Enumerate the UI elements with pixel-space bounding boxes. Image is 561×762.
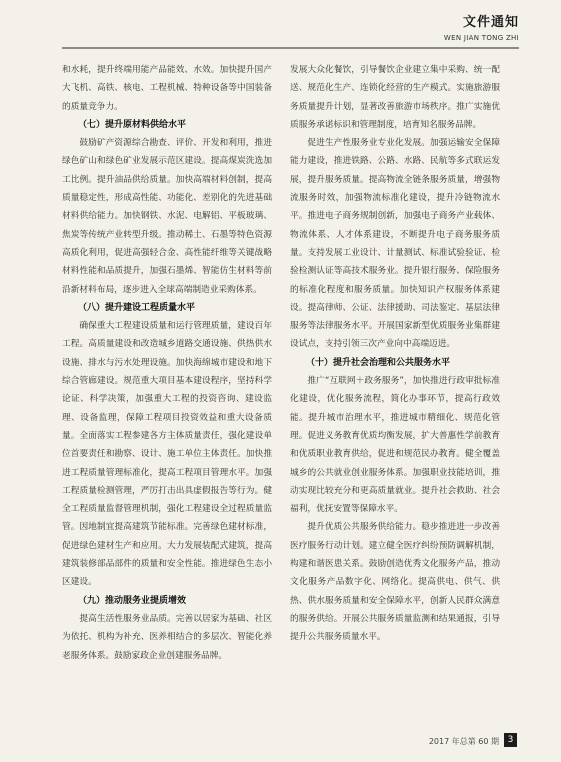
body-paragraph: 促进生产性服务业专业化发展。加强运输安全保障能力建设，推进铁路、公路、水路、民航等多式联运发展，提升服务质量。提高物流全链条服务质量，增强物流服务时效，加强物流标准化建设，提升冷链物流水平。推进电子商务规制创新，加强电子商务产业载体、物流体系、人才体系建设，不断提升电子商务服务质量。支持发展工业设计、计量测试、标准试验验证、检验检测认证等高技术服务业。提升银行服务、保险服务的标准化程度和服务质量。加快知识产权服务体系建设。提高律师、公证、法律援助、司法鉴定、基层法律服务等法律服务水平。开展国家新型优质服务业集群建设试点，支持引领三次产业向中高端迈进。: [290, 138, 500, 350]
body-paragraph: 提高生活性服务业品质。完善以居家为基础、社区为依托、机构为补充、医养相结合的多层次、智能化养老服务体系。鼓励家政企业创建服务品牌。: [62, 613, 272, 661]
section-heading: （十）提升社会治理和公共服务水平: [306, 357, 451, 368]
body-paragraph: 鼓励矿产资源综合勘查、评价、开发和利用，推进绿色矿山和绿色矿业发展示范区建设。提高煤炭洗选加工比例。提升油品供给质量。加快高端材料创制，提高质量稳定性，形成高性能、功能化、差别化的先进基础材料供给能力。加快钢铁、水泥、电解铝、平板玻璃、焦炭等传统产业转型升级。推动稀土、石墨等特色资源高质化利用，促进高强轻合金、高性能纤维等关键战略材料性能和品质提升，加强石墨烯、智能仿生材料等前沿新材料布局，逐步进入全球高端制造业采购体系。: [62, 138, 272, 295]
section-subtitle: WEN JIAN TONG ZHI: [443, 34, 519, 42]
page-number: 3: [504, 733, 517, 747]
section-heading: （九）推动服务业提质增效: [78, 595, 187, 606]
right-column: [290, 61, 500, 647]
section-heading: （八）提升建设工程质量水平: [78, 302, 196, 313]
body-paragraph: 和水耗，提升终端用能产品能效、水效。加快提升国产大飞机、高铁、核电、工程机械、特种设备等中国装备的质量竞争力。: [62, 65, 272, 112]
body-paragraph: 提升优质公共服务供给能力。稳步推进进一步改善医疗服务行动计划。建立健全医疗纠纷预防调解机制，构建和谐医患关系。鼓励创造优秀文化服务产品，推动文化服务产品数字化、网络化。提高供电、供气、供热、供水服务质量和安全保障水平，创新人民群众满意的服务供给。开展公共服务质量监测和结果通报，引导提升公共服务质量水平。: [290, 522, 500, 643]
issue-label: 2017 年总第 60 期: [428, 737, 499, 746]
section-heading: （七）提升原材料供给水平: [78, 119, 187, 130]
section-title: 文件通知: [462, 15, 519, 30]
left-column: [62, 61, 272, 665]
body-paragraph: 确保重大工程建设质量和运行管理质量，建设百年工程。高质量建设和改造城乡道路交通设施、供热供水设施、排水与污水处理设施。加快海绵城市建设和地下综合管廊建设。规范重大项目基本建设程序，坚持科学论证、科学决策，加强重大工程的投资咨询、建设监理、设备监理，保障工程项目投资效益和重大设备质量。全面落实工程参建各方主体质量责任，强化建设单位首要责任和勘察、设计、施工单位主体责任。加快推进工程质量管理标准化，提高工程项目管理水平。加强工程质量检测管理，严厉打击出具虚假报告等行为。健全工程质量监督管理机制，强化工程建设全过程质量监管。因地制宜提高建筑节能标准。完善绿色建材标准，促进绿色建材生产和应用。大力发展装配式建筑，提高建筑装修部品部件的质量和安全性能。推进绿色生态小区建设。: [62, 321, 272, 588]
body-paragraph: 推广“互联网＋政务服务”，加快推进行政审批标准化建设，优化服务流程，简化办事环节，提高行政效能。提升城市治理水平，推进城市精细化、规范化管理。促进义务教育优质均衡发展，扩大普惠性学前教育和优质职业教育供给，促进和规范民办教育。健全覆盖城乡的公共就业创业服务体系。加强职业技能培训，推动实现比较充分和更高质量就业。提升社会救助、社会福利，优抚安置等保障水平。: [290, 376, 500, 515]
body-paragraph: 发展大众化餐饮，引导餐饮企业建立集中采购、统一配送、规范化生产、连锁化经营的生产模式。实施旅游服务质量提升计划，显著改善旅游市场秩序。推广实施优质服务承诺标识和管理制度，培育知名服务品牌。: [290, 65, 500, 130]
header-divider: [62, 47, 519, 49]
